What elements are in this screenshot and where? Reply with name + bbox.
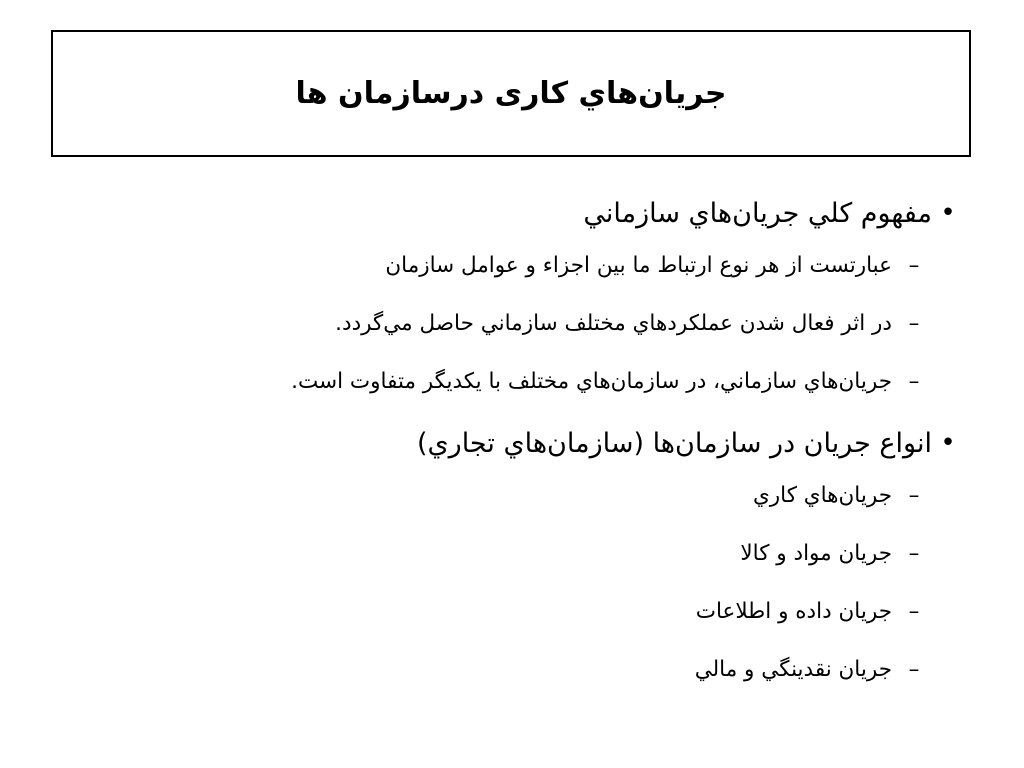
bullet-item-concept — [44, 190, 964, 236]
dash-icon: – — [908, 482, 920, 508]
dash-icon: – — [908, 368, 920, 394]
bullet-text: انواع جريان در سازمان‌ها (سازمان‌هاي تجاري) — [417, 427, 932, 459]
sub-item — [44, 650, 964, 688]
dash-icon: – — [908, 598, 920, 624]
title-box — [51, 30, 971, 157]
bullet-text: مفهوم كلي جريان‌هاي سازماني — [583, 197, 932, 229]
sub-item — [44, 246, 964, 284]
bullet-item-types — [44, 420, 964, 466]
slide-title: جريان‌هاي كاری درسازمان ها — [295, 75, 727, 111]
sub-item — [44, 534, 964, 572]
sub-item — [44, 304, 964, 342]
dash-icon: – — [908, 252, 920, 278]
sub-item-text: جريان مواد و كالا — [740, 540, 892, 566]
dash-icon: – — [908, 656, 920, 682]
sub-item-text: عبارتست از هر نوع ارتباط ما بين اجزاء و عوامل سازمان — [385, 252, 892, 278]
bullet-icon: • — [940, 428, 956, 458]
sub-item-text: در اثر فعال شدن عملكردهاي مختلف سازماني حاصل مي‌گردد. — [335, 310, 892, 336]
sub-item-text: جريان‌هاي كاري — [752, 482, 892, 508]
sub-item-text: جريان داده و اطلاعات — [695, 598, 892, 624]
sub-item-text: جريان‌هاي سازماني، در سازمان‌هاي مختلف با يكديگر متفاوت است. — [291, 368, 892, 394]
dash-icon: – — [908, 540, 920, 566]
sub-item — [44, 362, 964, 400]
sub-item-text: جريان نقدينگي و مالي — [694, 656, 892, 682]
bullet-icon: • — [940, 198, 956, 228]
dash-icon: – — [908, 310, 920, 336]
slide-content — [44, 190, 964, 708]
sub-item — [44, 476, 964, 514]
sub-item — [44, 592, 964, 630]
